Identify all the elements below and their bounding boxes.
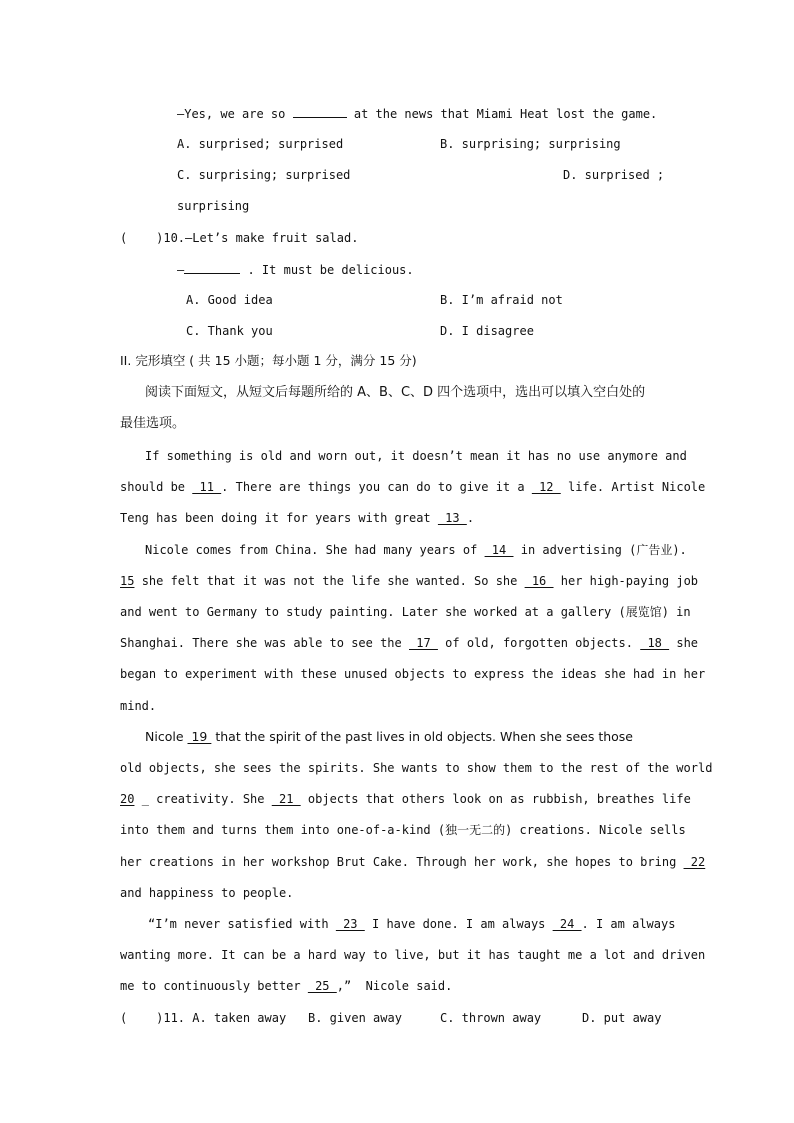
p1-line2 bbox=[120, 479, 705, 495]
q10-option-b: B. I’m afraid not bbox=[440, 293, 563, 307]
p2-text: she felt that it was not the life she wanted. So she bbox=[141, 574, 518, 588]
q11-number: ( )11. bbox=[120, 1011, 186, 1025]
blank-14: 14 bbox=[484, 543, 514, 557]
blank-11: 11 bbox=[192, 480, 222, 494]
q9-option-b: B. surprising; surprising bbox=[440, 137, 621, 151]
blank-18: 18 bbox=[640, 636, 670, 650]
p2-text: in advertising (广告业). bbox=[520, 543, 687, 557]
q10-response bbox=[177, 261, 414, 278]
q11-line bbox=[120, 1010, 286, 1026]
p3-text: her creations in her workshop Brut Cake. Through her work, she hopes to bring bbox=[120, 855, 677, 869]
p4-text: ,” Nicole said. bbox=[336, 979, 453, 993]
p4-line2: wanting more. It can be a hard way to live, but it has taught me a lot and driven bbox=[120, 948, 706, 962]
p2-text: she bbox=[676, 636, 699, 650]
p3-line4: into them and turns them into one-of-a-kind (独一无二的) creations. Nicole sells bbox=[120, 823, 686, 837]
blank-19: 19 bbox=[187, 729, 212, 744]
q10-number: ( )10. bbox=[120, 231, 186, 245]
blank-24: 24 bbox=[552, 917, 582, 931]
q9-option-a: A. surprised; surprised bbox=[177, 137, 344, 151]
q9-option-d-cont: surprising bbox=[177, 199, 250, 213]
p3-line1 bbox=[145, 729, 633, 745]
blank-25: 25 bbox=[307, 979, 337, 993]
p2-text: her high-paying job bbox=[560, 574, 699, 588]
q11-option-a: A. taken away bbox=[192, 1011, 287, 1025]
q9-response-pre: —Yes, we are so bbox=[177, 107, 286, 121]
p1-line1: If something is old and worn out, it doesn’t mean it has no use anymore and bbox=[145, 449, 687, 463]
p4-text: me to continuously better bbox=[120, 979, 301, 993]
p1-line3 bbox=[120, 510, 474, 526]
blank-17: 17 bbox=[409, 636, 438, 650]
p3-text: Nicole bbox=[145, 729, 184, 744]
p4-text: “I’m never satisfied with bbox=[148, 917, 329, 931]
p3-text: that the spirit of the past lives in old objects. When she sees those bbox=[215, 729, 634, 744]
p4-text: . I am always bbox=[581, 917, 676, 931]
q10-response-pre: — bbox=[177, 263, 185, 277]
q10-option-a: A. Good idea bbox=[186, 293, 273, 307]
section-2-instruction-line2: 最佳选项。 bbox=[120, 416, 186, 431]
p4-text: I have done. I am always bbox=[372, 917, 546, 931]
p1-text: life. Artist Nicole bbox=[567, 480, 706, 494]
p2-text: of old, forgotten objects. bbox=[445, 636, 633, 650]
p4-line3 bbox=[120, 978, 452, 994]
p2-text: Shanghai. There she was able to see the bbox=[120, 636, 402, 650]
p2-line4 bbox=[120, 635, 698, 651]
q10-prompt-line bbox=[120, 230, 358, 246]
p3-line5 bbox=[120, 854, 705, 870]
blank-13: 13 bbox=[437, 511, 467, 525]
p3-line6: and happiness to people. bbox=[120, 886, 294, 900]
p2-line1 bbox=[145, 542, 687, 558]
p1-text: . bbox=[466, 511, 475, 525]
p2-text: Nicole comes from China. She had many years of bbox=[145, 543, 478, 557]
blank-23: 23 bbox=[335, 917, 365, 931]
section-2-instruction-line1: 阅读下面短文，从短文后每题所给的 A、B、C、D 四个选项中，选出可以填入空白处的 bbox=[145, 385, 646, 400]
blank-21: 21 bbox=[271, 792, 301, 806]
blank-12: 12 bbox=[531, 480, 561, 494]
p1-text: . There are things you can do to give it a bbox=[221, 480, 525, 494]
q11-option-d: D. put away bbox=[582, 1011, 662, 1025]
q9-answer-blank bbox=[293, 105, 347, 118]
q9-response-post: at the news that Miami Heat lost the game. bbox=[353, 107, 658, 121]
p3-text: _ creativity. She bbox=[141, 792, 265, 806]
q10-answer-blank bbox=[184, 261, 240, 274]
p4-line1 bbox=[148, 916, 675, 932]
p1-text: should be bbox=[120, 480, 186, 494]
q9-option-d: D. surprised ; bbox=[563, 168, 665, 182]
blank-22: 22 bbox=[683, 855, 706, 869]
p2-line2 bbox=[120, 573, 698, 589]
blank-15: 15 bbox=[120, 574, 135, 588]
q11-option-c: C. thrown away bbox=[440, 1011, 542, 1025]
q10-option-d: D. I disagree bbox=[440, 324, 534, 338]
p3-line3 bbox=[120, 791, 691, 807]
q10-option-c: C. Thank you bbox=[186, 324, 273, 338]
blank-16: 16 bbox=[524, 574, 554, 588]
q9-option-c: C. surprising; surprised bbox=[177, 168, 351, 182]
q9-response bbox=[177, 105, 657, 122]
q10-response-post: . It must be delicious. bbox=[247, 263, 414, 277]
q10-prompt: —Let’s make fruit salad. bbox=[185, 231, 359, 245]
p2-line5: began to experiment with these unused objects to express the ideas she had in her bbox=[120, 667, 706, 681]
q11-option-b: B. given away bbox=[308, 1011, 402, 1025]
section-2-heading: II. 完形填空 ( 共 15 小题；每小题 1 分，满分 15 分) bbox=[120, 353, 417, 368]
blank-20: 20 bbox=[120, 792, 135, 806]
p3-text: objects that others look on as rubbish, breathes life bbox=[307, 792, 691, 806]
p2-line3: and went to Germany to study painting. Later she worked at a gallery (展览馆) in bbox=[120, 605, 691, 619]
p3-line2: old objects, she sees the spirits. She wants to show them to the rest of the world bbox=[120, 761, 713, 775]
p1-text: Teng has been doing it for years with great bbox=[120, 511, 431, 525]
p2-line6: mind. bbox=[120, 699, 157, 713]
